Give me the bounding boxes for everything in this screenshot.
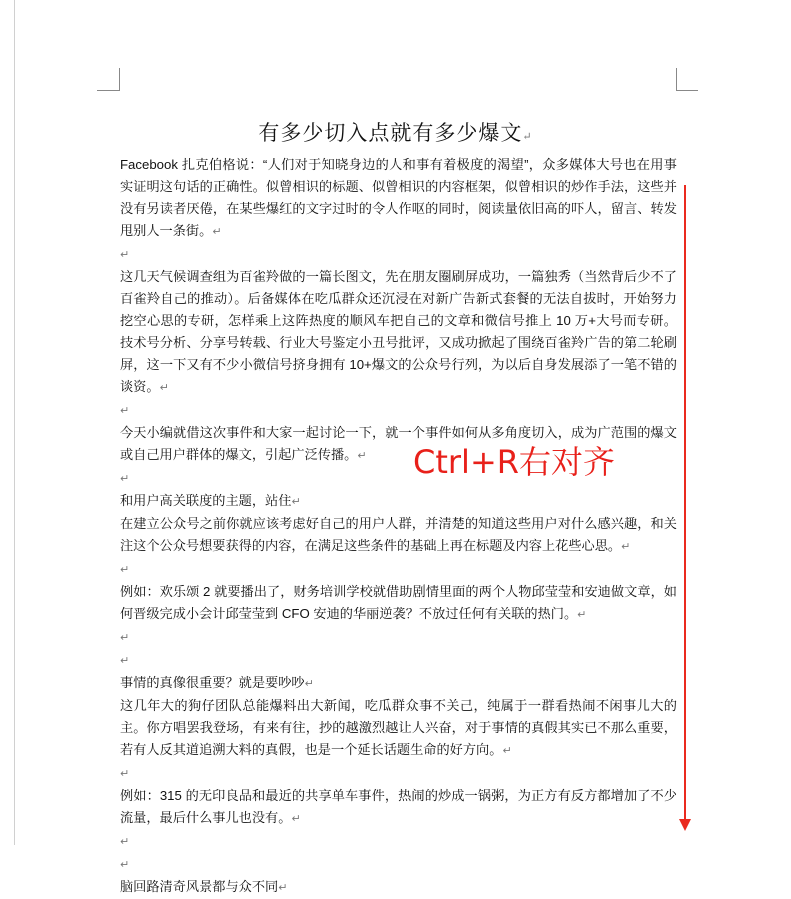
document-title[interactable] [0, 117, 791, 147]
document-paragraph[interactable] [120, 785, 677, 830]
document-paragraph[interactable] [120, 490, 677, 513]
paragraph-text: 例如：315 的无印良品和最近的共享单车事件，热闹的炒成一锅粥，为正方有反方都增加了不少流量，最后什么事儿也没有。 [120, 788, 677, 825]
paragraph-mark-icon: ↵ [502, 745, 512, 757]
paragraph-mark-icon: ↵ [522, 130, 533, 143]
document-paragraph[interactable] [120, 762, 677, 785]
paragraph-mark-icon: ↵ [120, 249, 130, 261]
paragraph-mark-icon: ↵ [212, 226, 222, 238]
document-paragraph[interactable] [120, 399, 677, 422]
document-paragraph[interactable] [120, 830, 677, 853]
document-body[interactable] [120, 154, 677, 899]
paragraph-mark-icon: ↵ [120, 836, 130, 848]
paragraph-mark-icon: ↵ [159, 382, 169, 394]
paragraph-mark-icon: ↵ [120, 859, 130, 871]
paragraph-text: 这几天气候调查组为百雀羚做的一篇长图文，先在朋友圈刷屏成功，一篇独秀（当然背后少不了百雀羚自己的推动）。后备媒体在吃瓜群众还沉浸在对新广告新式套餐的无法自拔时，开始努力挖空心思的专研，怎样乘上这阵热度的顺风车把自己的文章和微信号推上 10 万+大号而专研。技术号分析、分享号转载、行业大号鉴定小丑号批评，又成功掀起了围绕百雀羚广告的第二轮刷屏，这一下又有不少小微信号挤身拥有 10+爆文的公众号行列，为以后自身发展添了一笔不错的谈资。 [120, 269, 677, 394]
paragraph-mark-icon: ↵ [357, 450, 367, 462]
document-paragraph[interactable] [120, 853, 677, 876]
document-paragraph[interactable] [120, 581, 677, 626]
paragraph-mark-icon: ↵ [120, 473, 130, 485]
paragraph-text: 今天小编就借这次事件和大家一起讨论一下，就一个事件如何从多角度切入，成为广范围的爆文或自己用户群体的爆文，引起广泛传播。 [120, 425, 677, 462]
paragraph-mark-icon: ↵ [120, 632, 130, 644]
document-paragraph[interactable] [120, 513, 677, 558]
document-paragraph[interactable] [120, 243, 677, 266]
document-paragraph[interactable] [120, 695, 677, 762]
paragraph-text: 这几年大的狗仔团队总能爆料出大新闻，吃瓜群众事不关己，纯属于一群看热闹不闲事儿大的主。你方唱罢我登场，有来有往，抄的越激烈越让人兴奋，对于事情的真假其实已不那么重要，若有人反其道追溯大料的真假，也是一个延长话题生命的好方向。 [120, 698, 677, 757]
paragraph-text: 在建立公众号之前你就应该考虑好自己的用户人群，并清楚的知道这些用户对什么感兴趣，和关注这个公众号想要获得的内容，在满足这些条件的基础上再在标题及内容上花些心思。 [120, 516, 677, 553]
paragraph-text: 事情的真像很重要？就是要吵吵 [120, 675, 305, 690]
paragraph-text: 例如：欢乐颂 2 就要播出了，财务培训学校就借助剧情里面的两个人物邱莹莹和安迪做文章，如何晋级完成小会计邱莹莹到 CFO 安迪的华丽逆袭？不放过任何有关联的热门。 [120, 584, 677, 621]
paragraph-mark-icon: ↵ [621, 541, 631, 553]
document-paragraph[interactable] [120, 558, 677, 581]
paragraph-mark-icon: ↵ [120, 655, 130, 667]
paragraph-mark-icon: ↵ [291, 813, 301, 825]
paragraph-mark-icon: ↵ [278, 882, 288, 894]
crop-mark-top-left-vertical [119, 68, 120, 90]
document-paragraph[interactable] [120, 672, 677, 695]
paragraph-mark-icon: ↵ [291, 496, 301, 508]
paragraph-text: 和用户高关联度的主题，站住 [120, 493, 292, 508]
document-paragraph[interactable] [120, 626, 677, 649]
paragraph-text: 脑回路清奇风景都与众不同 [120, 879, 279, 894]
paragraph-mark-icon: ↵ [304, 678, 314, 690]
crop-mark-top-right-vertical [676, 68, 677, 90]
paragraph-text: Facebook 扎克伯格说：“人们对于知晓身边的人和事有着极度的渴望”，众多媒体大号也在用事实证明这句话的正确性。似曾相识的标题、似曾相识的内容框架，似曾相识的炒作手法，这些并没有另读者厌倦，在某些爆红的文字过时的令人作呕的同时，阅读量依旧高的吓人，留言、转发甩别人一条街。 [120, 157, 677, 238]
document-paragraph[interactable] [120, 649, 677, 672]
annotation-label: Ctrl+R右对齐 [413, 443, 615, 481]
paragraph-mark-icon: ↵ [120, 405, 130, 417]
crop-mark-top-right-horizontal [676, 90, 698, 91]
paragraph-mark-icon: ↵ [577, 609, 587, 621]
document-paragraph[interactable] [120, 876, 677, 899]
document-title-text: 有多少切入点就有多少爆文 [258, 121, 523, 145]
annotation-arrow-head-icon [679, 819, 691, 831]
document-paragraph[interactable] [120, 154, 677, 243]
paragraph-mark-icon: ↵ [120, 768, 130, 780]
paragraph-mark-icon: ↵ [120, 564, 130, 576]
document-paragraph[interactable] [120, 266, 677, 399]
annotation-arrow-line [684, 185, 686, 821]
crop-mark-top-left-horizontal [97, 90, 120, 91]
